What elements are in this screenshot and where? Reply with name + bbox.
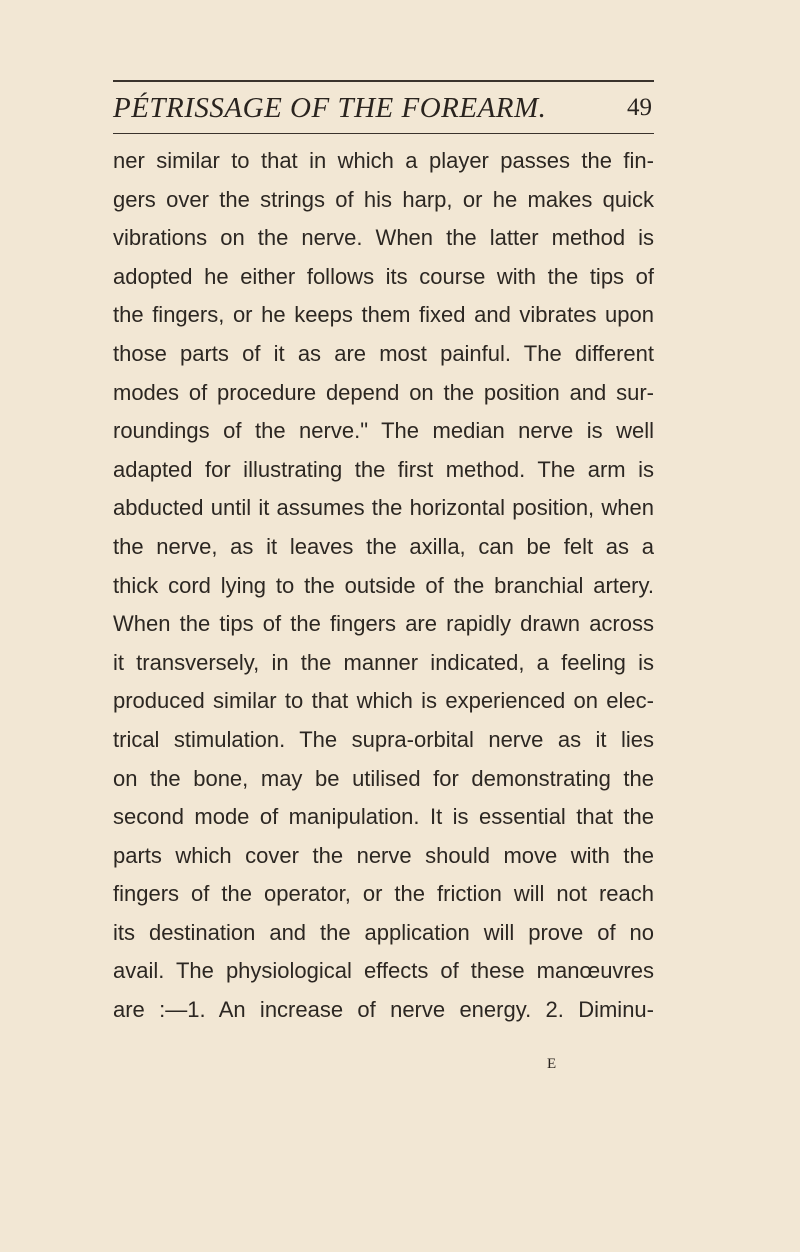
text-line: those parts of it as are most painful. The different <box>113 340 654 366</box>
text-line: on the bone, may be utilised for demonstrating the <box>113 765 654 791</box>
text-line: thick cord lying to the outside of the branchial artery. <box>113 572 654 598</box>
text-line: gers over the strings of his harp, or he makes quick <box>113 186 654 212</box>
running-head <box>113 86 654 130</box>
text-line: its destination and the application will prove of no <box>113 919 654 945</box>
text-line: fingers of the operator, or the friction will not reach <box>113 881 654 907</box>
page-number: 49 <box>627 94 652 121</box>
text-line: avail. The physiological effects of these manœuvres <box>113 958 654 984</box>
text-line: the nerve, as it leaves the axilla, can be felt as a <box>113 533 654 559</box>
text-line: it transversely, in the manner indicated, a feeling is <box>113 649 654 675</box>
text-line: When the tips of the fingers are rapidly drawn across <box>113 611 654 637</box>
text-line: vibrations on the nerve. When the latter method is <box>113 225 654 251</box>
text-line: produced similar to that which is experienced on elec- <box>113 688 654 714</box>
header-rule-top <box>113 80 654 82</box>
running-title: PÉTRISSAGE OF THE FOREARM. <box>113 92 547 124</box>
text-line: ner similar to that in which a player passes the fin- <box>113 148 654 173</box>
text-line: roundings of the nerve." The median nerve is well <box>113 418 654 444</box>
text-line: adapted for illustrating the first method. The arm is <box>113 456 654 482</box>
text-line: trical stimulation. The supra-orbital nerve as it lies <box>113 726 654 752</box>
body-text <box>113 142 654 1030</box>
text-line: the fingers, or he keeps them fixed and vibrates upon <box>113 302 654 328</box>
text-line: modes of procedure depend on the position and sur- <box>113 379 654 405</box>
header-rule-bottom <box>113 133 654 134</box>
text-line: are :—1. An increase of nerve energy. 2. Diminu- <box>113 997 654 1023</box>
text-line: parts which cover the nerve should move with the <box>113 842 654 868</box>
text-line: abducted until it assumes the horizontal position, when <box>113 495 654 521</box>
signature-mark: E <box>547 1056 557 1072</box>
text-line: second mode of manipulation. It is essential that the <box>113 804 654 830</box>
text-line: adopted he either follows its course with the tips of <box>113 263 654 289</box>
